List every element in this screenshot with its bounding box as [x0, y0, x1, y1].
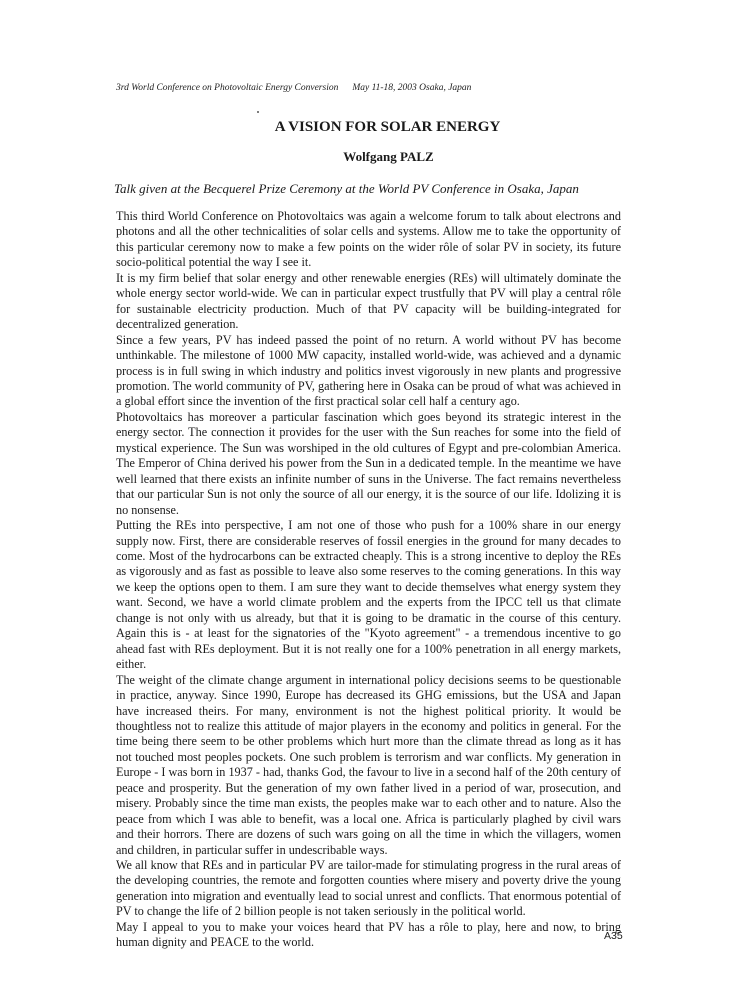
paragraph-4: Photovoltaics has moreover a particular fascination which goes beyond its strategic interest in the energy sector. The connection it provides for the user with the Sun reaches for some into the field of mystical experience. The Sun was worshiped in the old cultures of Egypt and pre-colombian America. The Emperor of China derived his power from the Sun in a dedicated temple. In the meantime we have well learned that there exists an infinite number of suns in the Universe. The fact remains nevertheless that our particular Sun is not only the source of all our energy, it is the source of our life. Idolizing it is no nonsense. [116, 409, 621, 517]
paragraph-2: It is my firm belief that solar energy and other renewable energies (REs) will ultimately dominate the whole energy sector world-wide. We can in particular expect trustfully that PV will play a central rôle for sustainable electricity production. Much of that PV capacity will be building-integrated for decentralized generation. [116, 270, 621, 332]
conference-date-place: May 11-18, 2003 Osaka, Japan [352, 83, 472, 93]
page-number: A35 [604, 930, 623, 942]
paragraph-5: Putting the REs into perspective, I am not one of those who push for a 100% share in our energy supply now. First, there are considerable reserves of fossil energies in the ground for many decades to come. Most of the hydrocarbons can be extracted cheaply. This is a strong incentive to deploy the REs as vigorously and as fast as possible to leave also some reserves to the coming generations. In this way we keep the options open to them. I am sure they want to decide themselves what energy system they want. Second, we have a world climate problem and the experts from the IPCC tell us that climate change is not only with us already, but that it is going to be dramatic in the course of this century. Again this is - at least for the signatories of the "Kyoto agreement" - a tremendous incentive to go ahead fast with REs deployment. But it is not really one for a 100% penetration in all energy markets, either. [116, 518, 621, 672]
paragraph-8: May I appeal to you to make your voices heard that PV has a rôle to play, here and now, to bring human dignity and PEACE to the world. [116, 919, 621, 950]
document-title: A VISION FOR SOLAR ENERGY [274, 119, 501, 135]
body-text [116, 209, 621, 951]
running-header [116, 83, 471, 93]
paragraph-6: The weight of the climate change argument in international policy decisions seems to be questionable in practice, anyway. Since 1990, Europe has decreased its GHG emissions, but the USA and Japan have increased theirs. For many, environment is not the highest political priority. It would be thoughtless not to realize this attitude of major players in the economy and politics in general. For the time being there seem to be other problems which hurt more than the climate thread as long as it has not touched most peoples pockets. One such problem is terrorism and war conflicts. My generation in Europe - I was born in 1937 - had, thanks God, the favour to live in a second half of the 20th century of peace and prosperity. But the generation of my own father lived in a period of war, prosecution, and misery. Probably since the time man exists, the peoples make war to each other and to nature. Also the peace from which I was able to benefit, was a local one. Africa is particularly plaghed by civil wars and their horrors. There are dozens of such wars going on all the time in which the villagers, women and children, in particular suffer in undescribable ways. [116, 672, 621, 857]
author-name: Wolfgang PALZ [343, 149, 434, 164]
subtitle: Talk given at the Becquerel Prize Ceremony at the World PV Conference in Osaka, Japan [114, 181, 579, 196]
paragraph-7: We all know that REs and in particular PV are tailor-made for stimulating progress in the rural areas of the developing countries, the remote and forgotten counties where misery and poverty drive the young generation into migration and eventually lead to social unrest and conflicts. That enormous potential of PV to change the life of 2 billion people is not taken seriously in the political world. [116, 858, 621, 919]
paragraph-3: Since a few years, PV has indeed passed the point of no return. A world without PV has become unthinkable. The milestone of 1000 MW capacity, installed world-wide, was achieved and a dynamic process is in full swing in which industry and politics invest vigorously in new plants and progressive promotion. The world community of PV, gathering here in Osaka can be proud of what was achieved in a global effort since the invention of the first practical solar cell half a century ago. [116, 332, 621, 409]
scan-speck [257, 111, 259, 113]
paragraph-1: This third World Conference on Photovoltaics was again a welcome forum to talk about electrons and photons and all the other technicalities of solar cells and systems. Allow me to take the opportunity of this particular ceremony now to make a few points on the wider rôle of solar PV in society, its future socio-political potential the way I see it. [116, 209, 621, 270]
conference-name: 3rd World Conference on Photovoltaic Energy Conversion [116, 83, 339, 93]
